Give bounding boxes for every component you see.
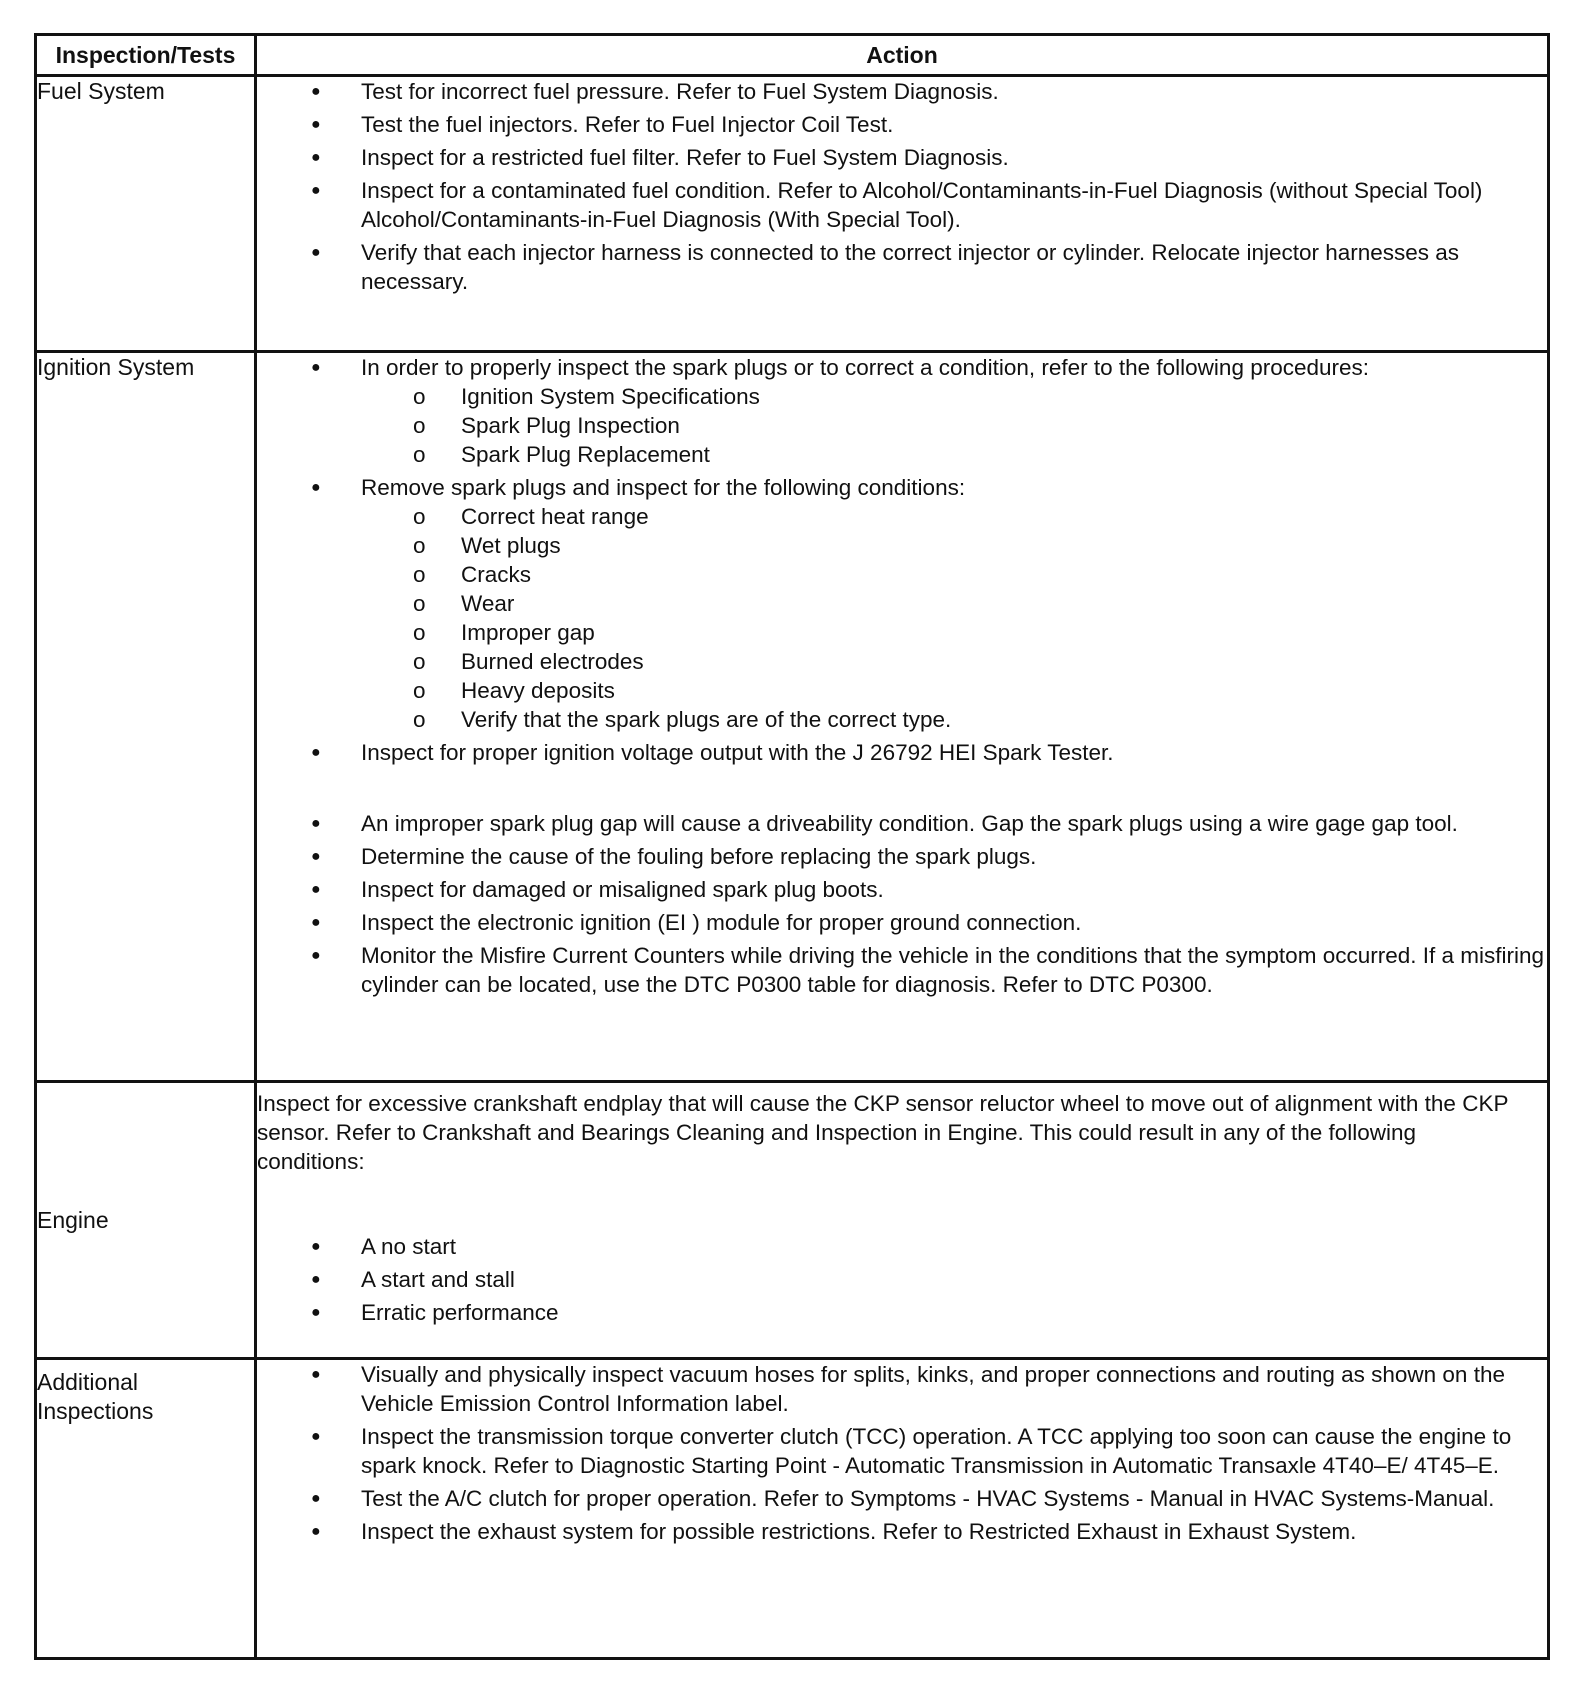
row-engine <box>36 1082 1549 1359</box>
ignition-conditions-list <box>361 502 1547 734</box>
row-label-ignition-system: Ignition System <box>36 352 256 1082</box>
list-item: ● Inspect for proper ignition voltage output with the J 26792 HEI Spark Tester. <box>257 738 1547 767</box>
engine-intro: Inspect for excessive crankshaft endplay that will cause the CKP sensor reluctor wheel to move out of alignment with the CKP sensor. Refer to Crankshaft and Bearings Cleaning and Inspection in Engine. This could result in any of the following conditions: <box>257 1091 1509 1174</box>
engine-actions <box>256 1082 1549 1359</box>
ignition-list-continued <box>257 809 1547 999</box>
spacer <box>257 771 1547 809</box>
list-item: ● Test for incorrect fuel pressure. Refer to Fuel System Diagnosis. <box>257 77 1547 106</box>
list-item: ● Inspect the electronic ignition (EI ) module for proper ground connection. <box>257 908 1547 937</box>
row-label-fuel-system: Fuel System <box>36 76 256 352</box>
additional-list <box>257 1360 1547 1546</box>
row-label-engine: Engine <box>36 1082 256 1359</box>
header-action: Action <box>256 35 1549 76</box>
list-item: ● Test the fuel injectors. Refer to Fuel Injector Coil Test. <box>257 110 1547 139</box>
list-item <box>257 353 1547 469</box>
sub-list-item: o Spark Plug Inspection <box>361 411 1547 440</box>
diagnostic-table <box>34 33 1550 1660</box>
list-item: ● Inspect the transmission torque converter clutch (TCC) operation. A TCC applying too soon can cause the engine to spark knock. Refer to Diagnostic Starting Point - Automatic Transmission in Automatic Transaxle 4T40–E/ 4T45–E. <box>257 1422 1547 1480</box>
fuel-actions <box>256 76 1549 352</box>
list-item: ● Inspect for a contaminated fuel condition. Refer to Alcohol/Contaminants-in-Fuel Diagnosis (without Special Tool) Alcohol/Contaminants-in-Fuel Diagnosis (With Special Tool). <box>257 176 1547 234</box>
header-inspection-tests: Inspection/Tests <box>36 35 256 76</box>
fuel-list <box>257 77 1547 296</box>
sub-list-item: o Burned electrodes <box>361 647 1547 676</box>
sub-list-item: o Verify that the spark plugs are of the correct type. <box>361 705 1547 734</box>
additional-actions <box>256 1359 1549 1659</box>
engine-list <box>257 1232 1547 1327</box>
list-item: ● Determine the cause of the fouling before replacing the spark plugs. <box>257 842 1547 871</box>
sub-list-item: o Spark Plug Replacement <box>361 440 1547 469</box>
ignition-actions <box>256 352 1549 1082</box>
sub-list-item: o Improper gap <box>361 618 1547 647</box>
row-label-additional-inspections: Additional Inspections <box>36 1359 256 1659</box>
sub-list-item: o Correct heat range <box>361 502 1547 531</box>
header-row <box>36 35 1549 76</box>
list-item: ● An improper spark plug gap will cause a driveability condition. Gap the spark plugs using a wire gage gap tool. <box>257 809 1547 838</box>
list-item: ● Monitor the Misfire Current Counters while driving the vehicle in the conditions that the symptom occurred. If a misfiring cylinder can be located, use the DTC P0300 table for diagnosis. Refer to DTC P0300. <box>257 941 1547 999</box>
sub-list-item: o Wet plugs <box>361 531 1547 560</box>
list-item: ● A no start <box>257 1232 1547 1261</box>
list-item <box>257 473 1547 734</box>
row-additional-inspections <box>36 1359 1549 1659</box>
list-item: ● Test the A/C clutch for proper operation. Refer to Symptoms - HVAC Systems - Manual in HVAC Systems-Manual. <box>257 1484 1547 1513</box>
list-item: ● Verify that each injector harness is connected to the correct injector or cylinder. Relocate injector harnesses as necessary. <box>257 238 1547 296</box>
list-item: ● Inspect for damaged or misaligned spark plug boots. <box>257 875 1547 904</box>
list-item: ● Erratic performance <box>257 1298 1547 1327</box>
sub-list-item: o Ignition System Specifications <box>361 382 1547 411</box>
sub-list-item: o Wear <box>361 589 1547 618</box>
row-ignition-system <box>36 352 1549 1082</box>
list-item-text: In order to properly inspect the spark plugs or to correct a condition, refer to the following procedures: <box>361 355 1370 380</box>
list-item: ● Inspect for a restricted fuel filter. Refer to Fuel System Diagnosis. <box>257 143 1547 172</box>
list-item-text: Remove spark plugs and inspect for the following conditions: <box>361 475 966 500</box>
ignition-procedures-list <box>361 382 1547 469</box>
sub-list-item: o Cracks <box>361 560 1547 589</box>
row-fuel-system <box>36 76 1549 352</box>
ignition-list <box>257 353 1547 767</box>
list-item: ● Inspect the exhaust system for possible restrictions. Refer to Restricted Exhaust in Exhaust System. <box>257 1517 1547 1546</box>
sub-list-item: o Heavy deposits <box>361 676 1547 705</box>
list-item: ● A start and stall <box>257 1265 1547 1294</box>
list-item: ● Visually and physically inspect vacuum hoses for splits, kinks, and proper connections and routing as shown on the Vehicle Emission Control Information label. <box>257 1360 1547 1418</box>
